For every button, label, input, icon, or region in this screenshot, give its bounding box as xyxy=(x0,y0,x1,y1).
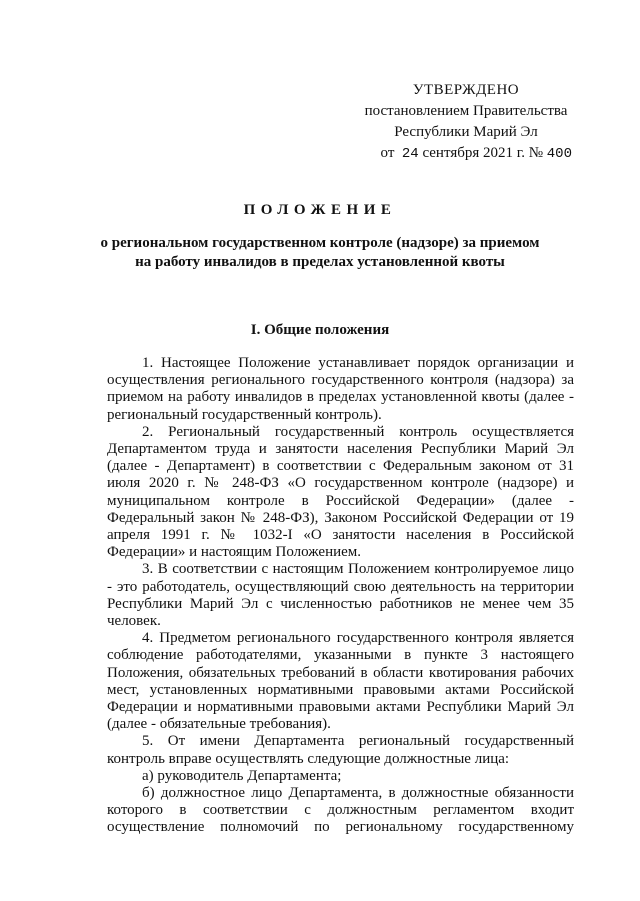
paragraph-3: 3. В соответствии с настоящим Положением контролируемое лицо - это работодатель, осуществляющий свою деятельность на территории Республики Марий Эл с численностью работников не менее чем 35 человек. xyxy=(107,561,574,630)
document-title: ПОЛОЖЕНИЕ xyxy=(243,202,397,218)
paragraph-5: 5. От имени Департамента региональный государственный контроль вправе осуществлять следующие должностные лица: xyxy=(107,733,574,767)
approval-authority: постановлением Правительства xyxy=(364,103,568,119)
approval-republic: Республики Марий Эл xyxy=(394,124,538,140)
paragraph-2: 2. Региональный государственный контроль осуществляется Департаментом труда и занятости населения Республики Марий Эл (далее - Департамент) в соответствии с Федеральным законом от 31 июля 2020 г. № 248-ФЗ «О государственном контроле (надзоре) и муниципальном контроле в Российской Федерации» (далее - Федеральный закон № 248-ФЗ), Законом Российской Федерации от 19 апреля 1991 г. № 1032-I «О занятости населения в Российской Федерации» и настоящим Положением. xyxy=(107,423,574,561)
paragraph-1: 1. Настоящее Положение устанавливает порядок организации и осуществления регионального государственного контроля (надзора) за приемом на работу инвалидов в пределах установленной квоты (далее - региональный государственный контроль). xyxy=(107,355,574,423)
section-body xyxy=(107,355,574,837)
paragraph-5a: а) руководитель Департамента; xyxy=(142,767,342,784)
approval-number: 400 xyxy=(546,146,572,162)
approval-stamp xyxy=(356,80,576,165)
approval-heading: УТВЕРЖДЕНО xyxy=(412,82,520,98)
approval-day: 24 xyxy=(401,146,419,162)
document-subtitle: о региональном государственном контроле (надзоре) за приемом на работу инвалидов в пределах установленной квоты xyxy=(100,235,540,270)
paragraph-5b: б) должностное лицо Департамента, в должностные обязанности которого в соответствии с должностным регламентом входит осуществление полномочий по региональному государственному xyxy=(107,785,574,836)
approval-month-year: сентября 2021 г. № xyxy=(422,145,544,161)
paragraph-4: 4. Предметом регионального государственного контроля является соблюдение работодателями, указанными в пункте 3 настоящего Положения, обязательных требований в области квотирования рабочих мест, установленных нормативными правовыми актами Российской Федерации и нормативными правовыми актами Республики Марий Эл (далее - обязательные требования). xyxy=(107,630,574,733)
date-prefix: от xyxy=(380,145,395,161)
approval-date-line xyxy=(356,143,576,165)
section-heading: I. Общие положения xyxy=(250,322,390,338)
